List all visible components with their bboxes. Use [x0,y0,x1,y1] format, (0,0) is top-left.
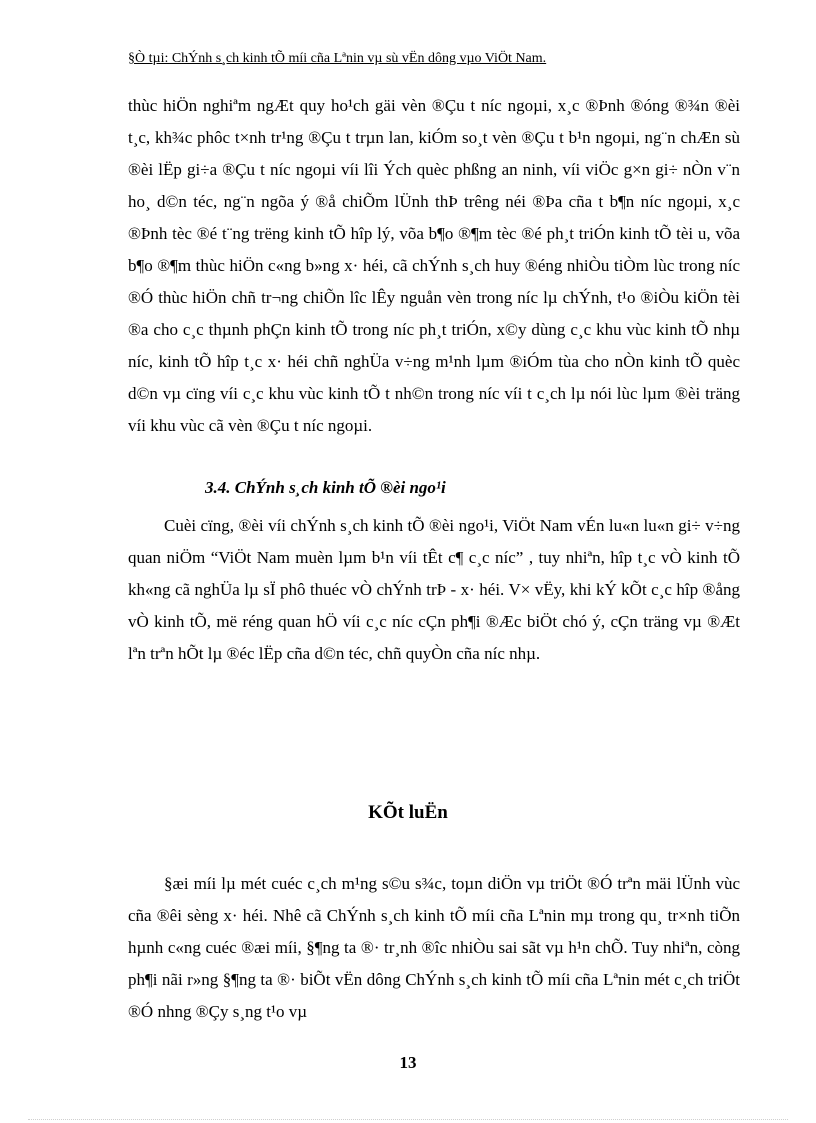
page-bottom-divider [28,1119,788,1120]
section-heading: 3.4. ChÝnh s¸ch kinh tÕ ®èi ngo¹i [205,478,446,497]
body-paragraph-investment: thùc hiÖn nghiªm ngÆt quy ho¹ch gäi vèn ®Çu t níc ngoµi, x¸c ®Þnh ®óng ®¾n ®èi t¸c, kh¾c phôc t×nh tr¹ng ®Çu t trµn lan, kiÓm so¸t vèn ®Çu t b¹n ngoµi, ng¨n chÆn sù ®èi lËp gi÷a ®Çu t níc ngoµi víi lîi Ých quèc phßng an ninh, víi viÖc g×n gi÷ nÒn v¨n ho¸ d©n téc, ng¨n ngõa ý ®å chiÕm lÜnh thÞ trêng néi ®Þa cña t b¶n níc ngoµi, x¸c ®Þnh tèc ®é t¨ng trëng kinh tÕ hîp lý, võa b¶o ®¶m tèc ®é ph¸t triÓn kinh tÕ tèi u, võa b¶o ®¶m thùc hiÖn c«ng b»ng x· héi, cã chÝnh s¸ch huy ®éng nhiÒu tiÒm lùc trong níc ®Ó thùc hiÖn chñ tr¬ng chiÕn lîc lÊy nguån vèn trong níc lµ chÝnh, t¹o ®iÒu kiÖn tèi ®a cho c¸c thµnh phÇn kinh tÕ trong níc ph¸t triÓn, x©y dùng c¸c khu vùc kinh tÕ nhµ níc, kinh tÕ hîp t¸c x· héi chñ nghÜa v÷ng m¹nh lµm ®iÓm tùa cho nÒn kinh tÕ quèc d©n vµ cïng víi c¸c khu vùc kinh tÕ t nh©n trong níc víi t c¸ch lµ nói lùc lµm ®èi träng víi khu vùc cã vèn ®Çu t níc ngoµi. [128,96,740,435]
conclusion-title: KÕt luËn [368,802,448,823]
running-header: §Ò tµi: ChÝnh s¸ch kinh tÕ míi cña Lªnin vµ sù vËn dông vµo ViÖt Nam. [128,51,547,66]
conclusion-paragraph: §æi míi lµ mét cuéc c¸ch m¹ng s©u s¾c, toµn diÖn vµ triÖt ®Ó trªn mäi lÜnh vùc cña ®êi sèng x· héi. Nhê cã ChÝnh s¸ch kinh tÕ míi cña Lªnin mµ trong qu¸ tr×nh tiÕn hµnh c«ng cuéc ®æi míi, §¶ng ta ®· tr¸nh ®îc nhiÒu sai sãt vµ h¹n chÕ. Tuy nhiªn, còng ph¶i nãi r»ng §¶ng ta ®· biÕt vËn dông ChÝnh s¸ch kinh tÕ míi cña Lªnin mét c¸ch triÖt ®Ó nhng ®Çy s¸ng t¹o vµ [128,874,740,1021]
page-number: 13 [399,1053,417,1072]
body-paragraph-foreign-policy: Cuèi cïng, ®èi víi chÝnh s¸ch kinh tÕ ®èi ngo¹i, ViÖt Nam vÉn lu«n lu«n gi÷ v÷ng quan niÖm “ViÖt Nam muèn lµm b¹n víi tÊt c¶ c¸c níc” , tuy nhiªn, hîp t¸c vÒ kinh tÕ kh«ng cã nghÜa lµ sÏ phô thuéc vÒ chÝnh trÞ - x· héi. V× vËy, khi kÝ kÕt c¸c hîp ®ång vÒ kinh tÕ, më réng quan hÖ víi c¸c níc cÇn ph¶i ®Æc biÖt chó ý, cÇn träng vµ ®Æt lªn trªn hÕt lµ ®éc lËp cña d©n téc, chñ quyÒn cña níc nhµ. [128,516,740,663]
